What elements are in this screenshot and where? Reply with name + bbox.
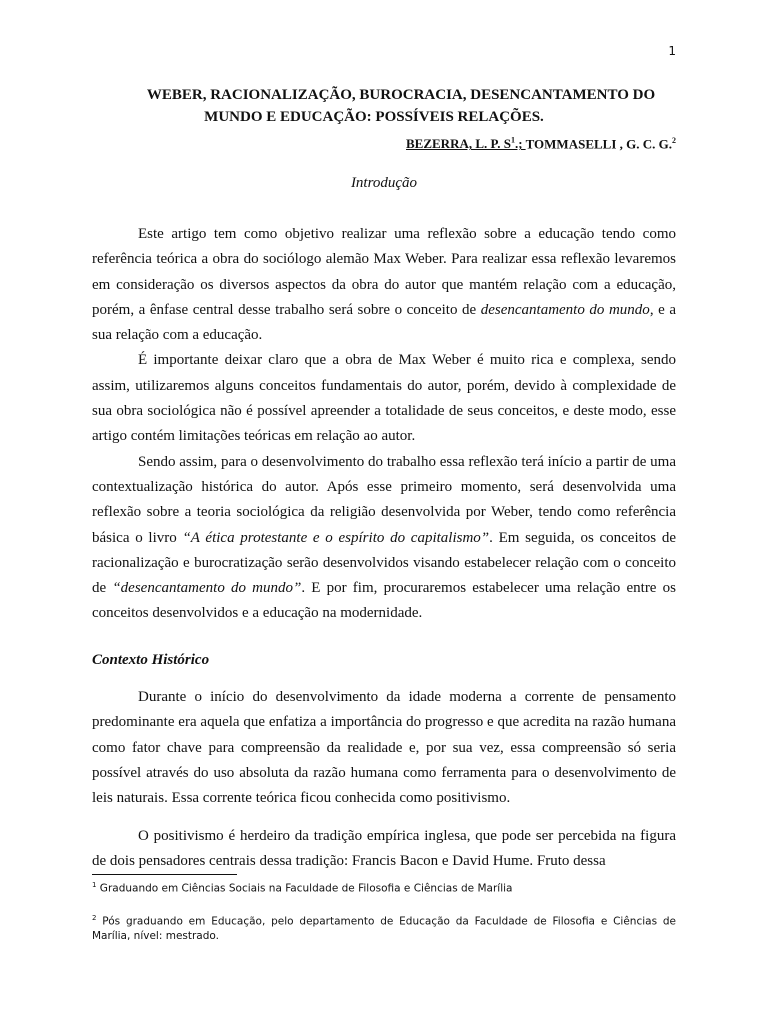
document-title <box>92 84 676 128</box>
footnote-1 <box>92 878 676 897</box>
footnote-text: Graduando em Ciências Sociais na Faculdade de Filosofia e Ciências de Marília <box>96 882 513 895</box>
title-line-2: MUNDO E EDUCAÇÃO: POSSÍVEIS RELAÇÕES. <box>204 109 544 125</box>
footnote-marker: 1 <box>92 881 97 889</box>
author-separator: .; <box>515 136 526 152</box>
footnote-text: Pós graduando em Educação, pelo departamento de Educação da Faculdade de Filosofia e Ciências de Marília, nível: mestrado. <box>92 915 676 942</box>
book-title: “A ética protestante e o espírito do capitalismo” <box>182 529 490 546</box>
footnote-marker: 2 <box>92 913 97 922</box>
introduction-body <box>92 222 676 627</box>
footnotes <box>92 878 676 958</box>
paragraph <box>92 450 676 627</box>
footnote-ref-1: 1 <box>511 136 515 145</box>
paragraph: Durante o início do desenvolvimento da idade moderna a corrente de pensamento predominante era aquela que enfatiza a importância do progresso e que acredita na razão humana como fator chave para compreensão da realidade e, por sua vez, essa compreensão só seria possível através do uso absoluta da razão humana como ferramenta para o desenvolvimento de leis naturais. Essa corrente teórica ficou conhecida como positivismo. <box>92 689 676 807</box>
paragraph: É importante deixar claro que a obra de Max Weber é muito rica e complexa, sendo assim, utilizaremos alguns conceitos fundamentais do autor, porém, devido à complexidade de sua obra sociológica não é possível apreender a totalidade de seus conceitos, e deste modo, esse artigo contém limitações teóricas em relação ao autor. <box>92 352 676 445</box>
footnote-2 <box>92 911 676 945</box>
paragraph: O positivismo é herdeiro da tradição empírica inglesa, que pode ser percebida na figura de dois pensadores centrais dessa tradição: Francis Bacon e David Hume. Fruto dessa <box>92 828 676 870</box>
author-1-name: BEZERRA, L. P. S <box>406 136 511 152</box>
footnote-separator <box>92 874 237 875</box>
text-run: . E por fim, procuraremos estabelecer uma relação entre os conceitos desenvolvidos e a educação na modernidade. <box>92 580 676 622</box>
footnote-ref-2: 2 <box>672 136 676 145</box>
page-number: 1 <box>668 44 676 58</box>
emphasis: desencantamento do mundo <box>480 301 650 318</box>
context-body <box>92 685 676 811</box>
title-line-1: WEBER, RACIONALIZAÇÃO, BUROCRACIA, DESENCANTAMENTO DO <box>146 87 656 103</box>
text-run: , e a sua relação com a educação. <box>92 301 676 344</box>
authors-line <box>406 136 676 152</box>
introduction-heading: Introdução <box>350 175 418 191</box>
text-run: Sendo assim, para o desenvolvimento do trabalho essa reflexão terá início a partir de uma contextualização histórica do autor. Após esse primeiro momento, será desenvolvida uma reflexão sobre a teoria sociológica da religião desenvolvida por Weber, tendo como referência básica o livro <box>92 453 676 546</box>
author-2: TOMMASELLI , G. C. G. <box>525 136 672 152</box>
context-heading: Contexto Histórico <box>92 652 210 668</box>
emphasis: “desencantamento do mundo” <box>112 580 302 597</box>
text-run: . Em seguida, os conceitos de racionalização e burocratização serão desenvolvidos visando estabelecer relação com o conceito de <box>92 529 677 597</box>
text-run: Este artigo tem como objetivo realizar uma reflexão sobre a educação tendo como referência teórica a obra do sociólogo alemão Max Weber. Para realizar essa reflexão levaremos em consideração os diversos aspectos da obra do autor que mantém relação com a educação, porém, a ênfase central desse trabalho será sobre o conceito de <box>92 226 676 318</box>
context-body-continued <box>92 824 676 875</box>
paragraph <box>92 222 676 348</box>
author-1 <box>406 136 526 151</box>
